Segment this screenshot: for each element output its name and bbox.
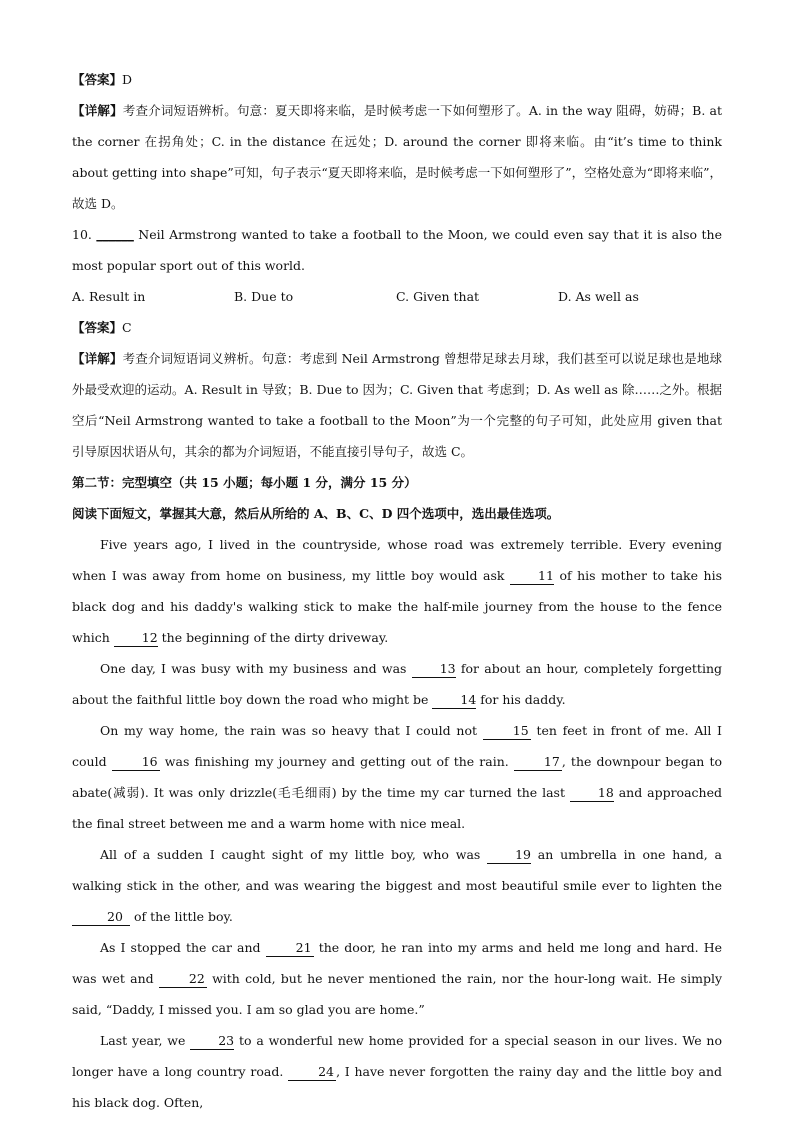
blank-12: 12 <box>114 630 158 647</box>
option-a: A. Result in <box>72 289 146 304</box>
passage-text: and approached the final street between me and a warm home with nice meal. <box>72 785 722 831</box>
blank-15: 15 <box>483 723 531 740</box>
q10-detail <box>72 343 722 467</box>
answer-value: D <box>122 72 133 87</box>
passage-text: of the little boy. <box>130 909 233 924</box>
blank-24: 24 <box>288 1064 336 1081</box>
passage-text: with cold, but he never mentioned the rain, nor the hour-long wait. He simply said, “Daddy, I missed you. I am so glad you are home.” <box>72 971 722 1017</box>
passage-text: of his mother to take his black dog and his daddy's walking stick to make the half-mile journey from the house to the fence which <box>72 568 722 645</box>
blank-23: 23 <box>190 1033 234 1050</box>
passage-text: was finishing my journey and getting out of the rain. <box>159 754 514 769</box>
blank-20: 20 <box>72 909 130 926</box>
option-c: C. Given that <box>396 289 480 304</box>
question-number: 10. <box>72 227 92 242</box>
blank-17: 17 <box>514 754 562 771</box>
blank-18: 18 <box>570 785 614 802</box>
question-blank: ______ <box>96 227 134 242</box>
passage-text: One day, I was busy with my business and was <box>100 661 412 676</box>
passage-text: for about an hour, completely forgetting about the faithful little boy down the road who might be <box>72 661 723 707</box>
detail-text: 考查介词短语词义辨析。句意：考虑到 Neil Armstrong 曾想带足球去月球，我们甚至可以说足球也是地球外最受欢迎的运动。A. Result in 导致；B. Due to 因为；C. Given that 考虑到；D. As well as 除……之外。根据空后“Neil Armstrong wanted to take a football to the Moon”为一个完整的句子可知，此处应用 given that 引导原因状语从句，其余的都为介词短语，不能直接引导句子，故选 C。 <box>72 351 722 459</box>
document-page <box>72 64 722 1118</box>
q9-answer <box>72 64 722 95</box>
passage-text: As I stopped the car and <box>100 940 266 955</box>
passage-text: an umbrella in one hand, a walking stick in the other, and was wearing the biggest and most beautiful smile ever to lighten the <box>72 847 723 893</box>
answer-value: C <box>122 320 132 335</box>
section-instruction: 阅读下面短文，掌握其大意，然后从所给的 A、B、C、D 四个选项中，选出最佳选项。 <box>72 506 560 521</box>
answer-tag: 【答案】 <box>72 320 123 335</box>
q10-answer <box>72 312 722 343</box>
passage-paragraph-2 <box>72 653 722 715</box>
detail-text: 考查介词短语辨析。句意：夏天即将来临，是时候考虑一下如何塑形了。A. in the way 阻碍，妨碍；B. at the corner 在拐角处；C. in the distance 在远处；D. around the corner 即将来临。由“it’s time to think about getting into shape”可知，句子表示“夏天即将来临，是时候考虑一下如何塑形了”，空格处意为“即将来临”，故选 D。 <box>72 103 722 211</box>
passage-paragraph-1 <box>72 529 722 653</box>
blank-21: 21 <box>266 940 314 957</box>
question-text: Neil Armstrong wanted to take a football to the Moon, we could even say that it is also the most popular sport out of this world. <box>72 227 722 273</box>
passage-text: to a wonderful new home provided for a special season in our lives. We no longer have a long country road. <box>72 1033 722 1079</box>
passage-text: All of a sudden I caught sight of my little boy, who was <box>100 847 488 862</box>
blank-11: 11 <box>510 568 554 585</box>
passage-paragraph-3 <box>72 715 722 839</box>
passage-text: the beginning of the dirty driveway. <box>157 630 389 645</box>
passage-paragraph-6 <box>72 1025 722 1118</box>
option-b: B. Due to <box>234 289 294 304</box>
answer-tag: 【答案】 <box>72 72 123 87</box>
passage-text: Last year, we <box>100 1033 191 1048</box>
blank-22: 22 <box>159 971 207 988</box>
passage-text: the door, he ran into my arms and held me long and hard. He was wet and <box>72 940 722 986</box>
passage-text: for his daddy. <box>476 692 566 707</box>
passage-text: , the downpour began to abate(减弱). It was only drizzle(毛毛细雨) by the time my car turned the last <box>72 754 722 800</box>
passage-text: Five years ago, I lived in the countryside, whose road was extremely terrible. Every evening when I was away from home on business, my little boy would ask <box>72 537 722 583</box>
detail-tag: 【详解】 <box>72 103 123 118</box>
blank-14: 14 <box>432 692 476 709</box>
blank-16: 16 <box>112 754 160 771</box>
blank-13: 13 <box>412 661 456 678</box>
passage-paragraph-4 <box>72 839 722 932</box>
blank-19: 19 <box>487 847 531 864</box>
passage-paragraph-5 <box>72 932 722 1025</box>
option-d: D. As well as <box>558 289 639 304</box>
q9-detail <box>72 95 722 219</box>
passage-text: , I have never forgotten the rainy day and the little boy and his black dog. Often, <box>72 1064 722 1110</box>
q10-stem <box>72 219 722 281</box>
passage-text: ten feet in front of me. All I could <box>72 723 722 769</box>
detail-tag: 【详解】 <box>72 351 123 366</box>
section-title: 第二节：完型填空（共 15 小题；每小题 1 分，满分 15 分） <box>72 475 417 490</box>
q10-options <box>72 281 722 312</box>
passage-text: On my way home, the rain was so heavy that I could not <box>100 723 483 738</box>
